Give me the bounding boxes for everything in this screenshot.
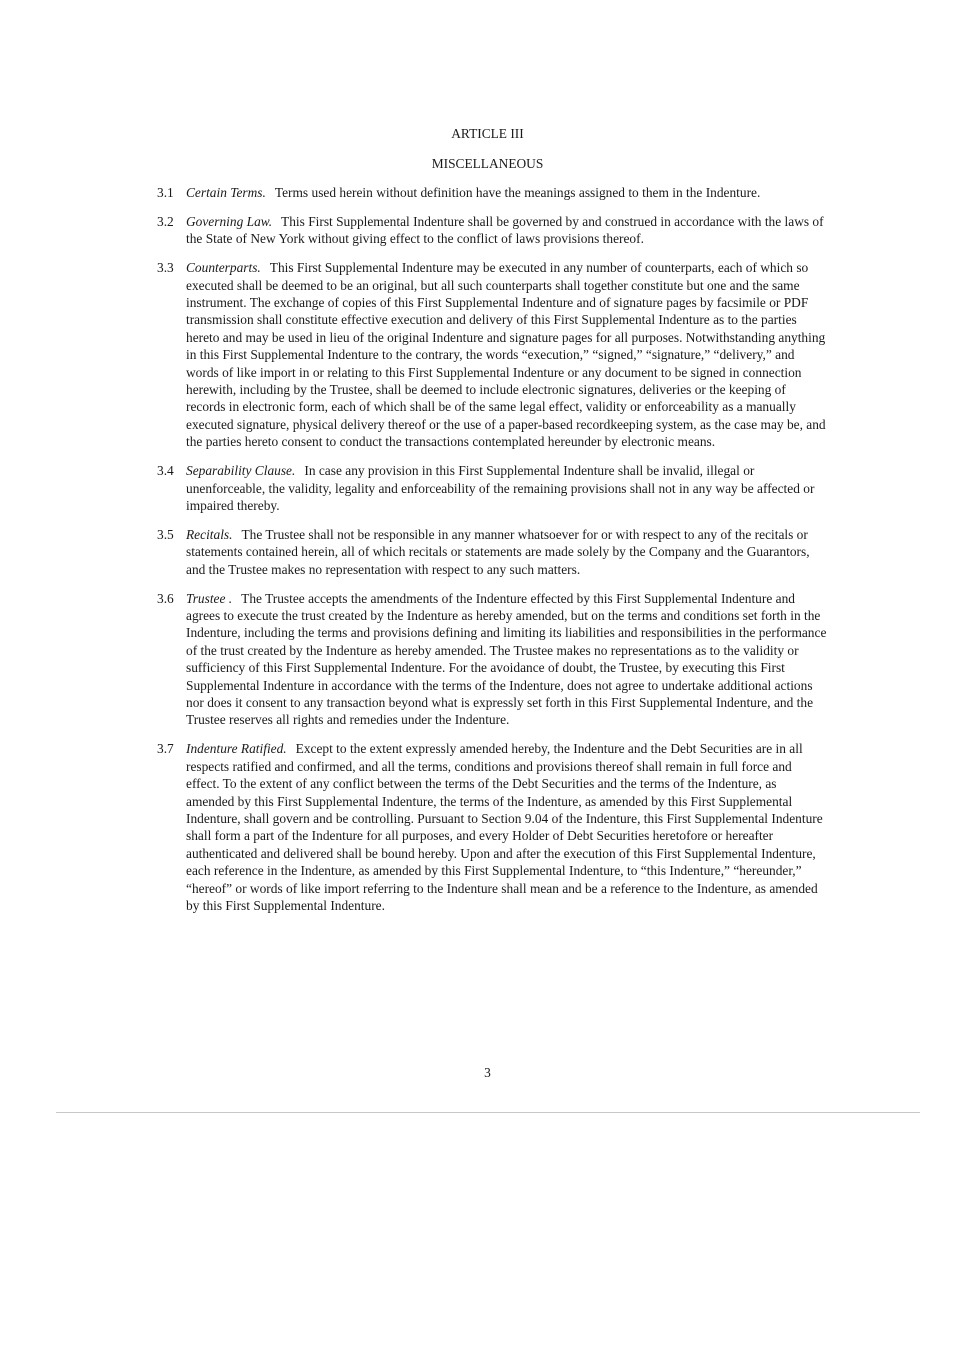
- section-number: 3.6: [157, 590, 174, 606]
- section-3-3: [157, 259, 827, 450]
- section-3-1: [157, 184, 827, 201]
- section-text: This First Supplemental Indenture may be executed in any number of counterparts, each of which so executed shall be deemed to be an original, but all such counterparts shall together constitute but one and the same instrument. The exchange of copies of this First Supplemental Indenture and of signature pages by facsimile or PDF transmission shall constitute effective execution and delivery of this First Supplemental Indenture as to the parties hereto and may be used in lieu of the original Indenture and signature pages for all purposes. Notwithstanding anything in this First Supplemental Indenture to the contrary, the words “execution,” “signed,” “signature,” “delivery,” and words of like import in or relating to this First Supplemental Indenture or any document to be signed in connection herewith, including by the Trustee, shall be deemed to include electronic signatures, deliveries or the keeping of records in electronic form, each of which shall be of the same legal effect, validity or enforceability as a manually executed signature, physical delivery thereof or the use of a paper-based recordkeeping system, as the case may be, and the parties hereto consent to conduct the transactions contemplated hereunder by electronic means.: [186, 260, 826, 450]
- section-3-7: [157, 740, 827, 914]
- section-number: 3.5: [157, 526, 174, 542]
- section-title: Indenture Ratified.: [186, 741, 287, 757]
- page-divider: [56, 1112, 920, 1113]
- section-number: 3.7: [157, 741, 174, 757]
- section-3-5: [157, 526, 827, 578]
- article-subtitle: MISCELLANEOUS: [431, 156, 544, 171]
- section-title: Separability Clause.: [186, 463, 296, 479]
- section-number: 3.1: [157, 185, 174, 200]
- section-body: [186, 184, 827, 201]
- section-body: [186, 590, 827, 729]
- section-number: 3.3: [157, 260, 174, 276]
- section-text: This First Supplemental Indenture shall be governed by and construed in accordance with the laws of the State of New York without giving effect to the conflict of laws provisions thereof.: [186, 213, 824, 247]
- section-number: 3.4: [157, 463, 174, 479]
- section-text: Except to the extent expressly amended hereby, the Indenture and the Debt Securities are in all respects ratified and confirmed, and all the terms, conditions and provisions thereof shall remain in full force and effect. To the extent of any conflict between the terms of the Debt Securities and the terms of the Indenture, as amended by this First Supplemental Indenture, the terms of the Indenture, as amended by this First Supplemental Indenture, shall govern and be controlling. Pursuant to Section 9.04 of the Indenture, this First Supplemental Indenture shall form a part of the Indenture for all purposes, and every Holder of Debt Securities heretofore or hereafter authenticated and delivered shall be bound hereby. Upon and after the execution of this First Supplemental Indenture, each reference in the Indenture, as amended by this First Supplemental Indenture, to “this Indenture,” “hereunder,” “hereof” or words of like import referring to the Indenture shall mean and be a reference to the Indenture, as amended by this First Supplemental Indenture.: [186, 741, 823, 914]
- section-text: The Trustee shall not be responsible in any manner whatsoever for or with respect to any of the recitals or statements contained herein, all of which recitals or statements are made solely by the Company and the Guarantors, and the Trustee makes no representation with respect to any such matters.: [186, 526, 810, 577]
- section-title: Trustee .: [186, 590, 233, 606]
- section-title: Counterparts.: [186, 260, 261, 276]
- section-text: Terms used herein without definition have the meanings assigned to them in the Indenture.: [274, 185, 761, 200]
- section-body: [186, 462, 827, 514]
- section-title: Certain Terms.: [186, 185, 266, 200]
- section-body: [186, 526, 827, 578]
- section-body: [186, 259, 827, 450]
- section-list: [157, 184, 827, 926]
- section-title: Governing Law.: [186, 213, 273, 229]
- section-number: 3.2: [157, 213, 174, 229]
- section-text: The Trustee accepts the amendments of the Indenture effected by this First Supplemental Indenture and agrees to execute the trust created by the Indenture as hereby amended, but on the terms and conditions set forth in the Indenture, including the terms and provisions defining and limiting its liabilities and responsibilities in the performance of the trust created by the Indenture as hereby amended. The Trustee makes no representations as to the validity or sufficiency of this First Supplemental Indenture. For the avoidance of doubt, the Trustee, by executing this First Supplemental Indenture in accordance with the terms of the Indenture, does not agree to undertake additional actions nor does it consent to any transaction beyond what is expressly set forth in this First Supplemental Indenture, and the Trustee reserves all rights and remedies under the Indenture.: [186, 590, 827, 728]
- section-body: [186, 213, 827, 248]
- section-text: In case any provision in this First Supplemental Indenture shall be invalid, illegal or unenforceable, the validity, legality and enforceability of the remaining provisions shall not in any way be affected or impaired thereby.: [186, 463, 815, 513]
- section-3-2: [157, 213, 827, 248]
- section-body: [186, 740, 827, 914]
- page-number: 3: [484, 1065, 491, 1080]
- section-3-4: [157, 462, 827, 514]
- section-title: Recitals.: [186, 526, 233, 542]
- section-3-6: [157, 590, 827, 729]
- article-title: ARTICLE III: [451, 126, 524, 141]
